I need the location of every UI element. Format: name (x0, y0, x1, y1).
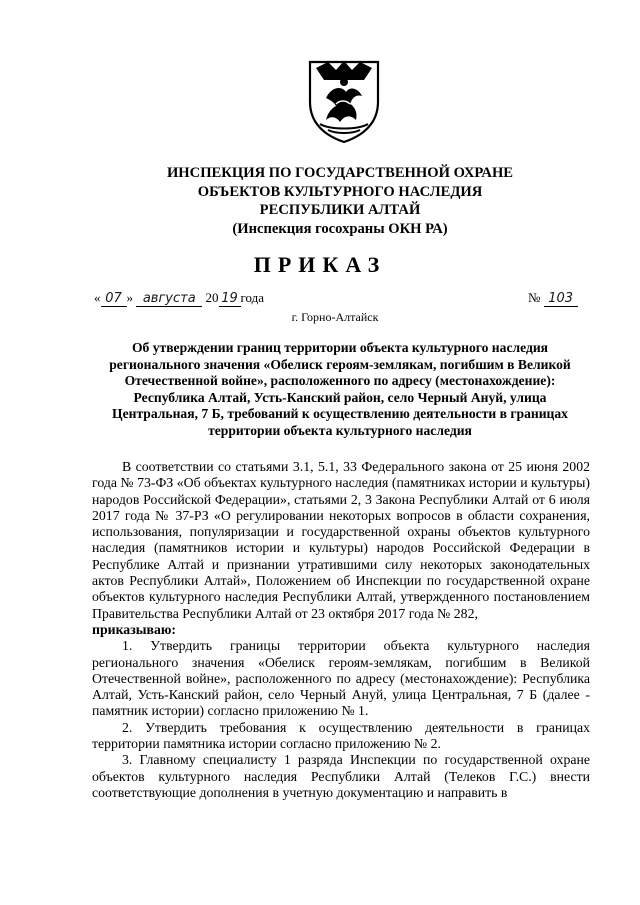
date-month: августа (136, 291, 202, 307)
city-line: г. Горно-Алтайск (291, 310, 379, 324)
org-short-name: (Инспекция госохраны ОКН РА) (232, 220, 448, 237)
order-item-3: 3. Главному специалисту 1 разряда Инспекции по государственной охране объектов культурного наследия Республики Алтай (Телеков Г.С.) внести соответствующие дополнения в учетную документацию и направить в (92, 752, 590, 800)
order-subject: Об утверждении границ территории объекта культурного наследия регионального значения «Обелиск героям-землякам, погибшим в Великой Отечественной войне», расположенного по адресу (местонахождение): Республика Алтай, Усть-Канский район, село Черный Ануй, улица Центральная, 7 Б, требований к осуществлению деятельности в границах территории объекта культурного наследия (109, 340, 571, 438)
coat-of-arms-emblem (306, 58, 382, 144)
org-name-line-3: РЕСПУБЛИКИ АЛТАЙ (259, 202, 421, 218)
date-year-suffix: 19 (219, 291, 241, 307)
date-day: 07 (101, 291, 127, 307)
order-body (92, 459, 590, 801)
organization-header (90, 164, 590, 238)
org-name-line-2: ОБЪЕКТОВ КУЛЬТУРНОГО НАСЛЕДИЯ (197, 183, 483, 200)
order-title: ПРИКАЗ (253, 252, 387, 277)
date-year-prefix: 20 (205, 290, 219, 305)
date-close-quote: » (126, 290, 133, 305)
order-item-2: 2. Утвердить требования к осуществлению деятельности в границах территории памятника истории согласно приложению № 2. (92, 719, 590, 752)
date-open-quote: « (94, 290, 101, 305)
order-number-label: № (528, 290, 541, 305)
order-date (94, 290, 264, 307)
org-name-line-1: ИНСПЕКЦИЯ ПО ГОСУДАРСТВЕННОЙ ОХРАНЕ (166, 165, 514, 181)
preamble-paragraph (92, 459, 590, 638)
date-year-word: года (240, 290, 265, 305)
order-number-value: 103 (544, 291, 578, 307)
order-item-1: 1. Утвердить границы территории объекта культурного наследия регионального значения «Обелиск героям-землякам, погибшим в Великой Отечественной войне», расположенного по адресу (местонахождение): Республика Алтай, Усть-Канский район, село Черный Ануй, улица Центральная, 7 Б (далее - памятник истории) согласно приложению № 1. (92, 638, 590, 719)
order-number (528, 290, 578, 307)
preamble-text: В соответствии со статьями 3.1, 5.1, 33 Федерального закона от 25 июня 2002 года № 73-ФЗ «Об объектах культурного наследия (памятниках истории и культуры) народов Российской Федерации», статьями 2, 3 Закона Республики Алтай от 6 июля 2017 года № 37-РЗ «О регулировании некоторых вопросов в области сохранения, использования, популяризации и государственной охраны объектов культурного наследия (памятников истории и культуры) народов Российской Федерации в Республике Алтай и признании утратившими силу некоторых законодательных актов Республики Алтай», Положением об Инспекции по государственной охране объектов культурного наследия Республики Алтай, утвержденного постановлением Правительства Республики Алтай от 23 октября 2017 года № 282, (92, 459, 590, 621)
command-word: приказываю: (92, 621, 177, 637)
